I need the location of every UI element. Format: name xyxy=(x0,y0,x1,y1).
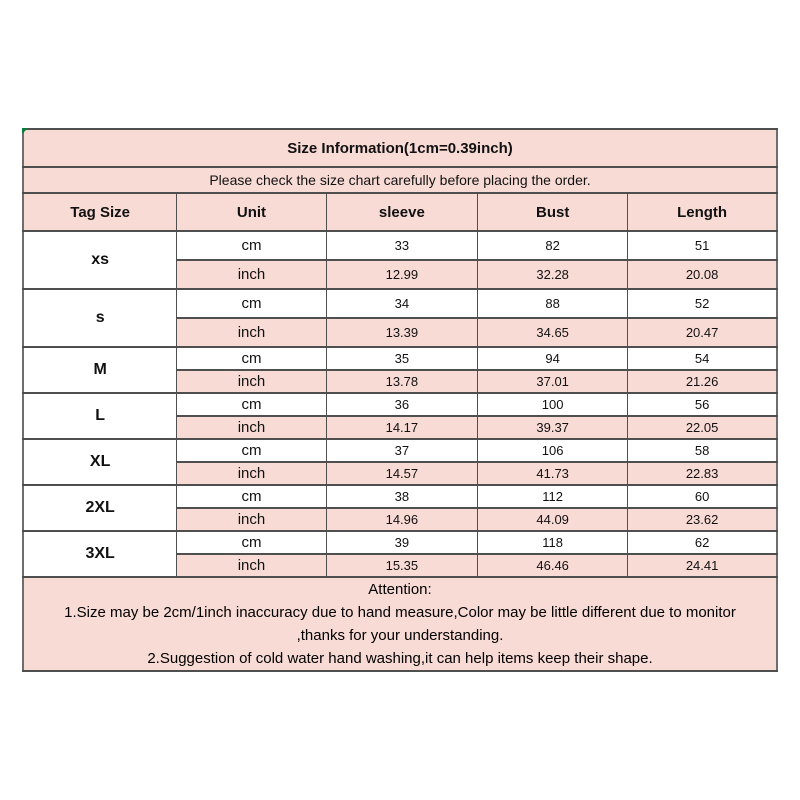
unit-inch-label: inch xyxy=(177,370,326,393)
value-cell: 62 xyxy=(628,531,777,554)
attention-note xyxy=(23,577,777,671)
header-length: Length xyxy=(628,193,777,231)
value-cell: 88 xyxy=(478,289,628,318)
unit-cm-label: cm xyxy=(177,531,326,554)
size-row-xs-cm xyxy=(23,231,777,260)
value-cell: 22.05 xyxy=(628,416,777,439)
value-cell: 106 xyxy=(478,439,628,462)
value-cell: 52 xyxy=(628,289,777,318)
unit-cm-label: cm xyxy=(177,393,326,416)
attention-row xyxy=(23,577,777,671)
header-tag-size: Tag Size xyxy=(23,193,177,231)
size-row-2xl-cm xyxy=(23,485,777,508)
attention-line-3: 2.Suggestion of cold water hand washing,it can help items keep their shape. xyxy=(147,650,653,667)
unit-inch-label: inch xyxy=(177,260,326,289)
unit-cm-label: cm xyxy=(177,485,326,508)
value-cell: 20.08 xyxy=(628,260,777,289)
value-cell: 41.73 xyxy=(478,462,628,485)
value-cell: 13.39 xyxy=(326,318,478,347)
size-row-m-cm xyxy=(23,347,777,370)
size-label-xs: xs xyxy=(23,231,177,289)
attention-line-2: ,thanks for your understanding. xyxy=(296,627,504,644)
unit-inch-label: inch xyxy=(177,462,326,485)
value-cell: 32.28 xyxy=(478,260,628,289)
value-cell: 20.47 xyxy=(628,318,777,347)
subtitle-row xyxy=(23,167,777,193)
value-cell: 36 xyxy=(326,393,478,416)
value-cell: 34.65 xyxy=(478,318,628,347)
value-cell: 54 xyxy=(628,347,777,370)
unit-inch-label: inch xyxy=(177,416,326,439)
sheet-corner-marker xyxy=(22,128,28,134)
unit-cm-label: cm xyxy=(177,231,326,260)
value-cell: 44.09 xyxy=(478,508,628,531)
value-cell: 34 xyxy=(326,289,478,318)
size-label-2xl: 2XL xyxy=(23,485,177,531)
value-cell: 56 xyxy=(628,393,777,416)
header-bust: Bust xyxy=(478,193,628,231)
header-sleeve: sleeve xyxy=(326,193,478,231)
header-unit: Unit xyxy=(177,193,326,231)
value-cell: 21.26 xyxy=(628,370,777,393)
value-cell: 112 xyxy=(478,485,628,508)
value-cell: 46.46 xyxy=(478,554,628,577)
size-chart-sheet xyxy=(22,128,778,672)
table-title: Size Information(1cm=0.39inch) xyxy=(23,129,777,167)
value-cell: 38 xyxy=(326,485,478,508)
value-cell: 60 xyxy=(628,485,777,508)
attention-heading: Attention: xyxy=(368,581,432,598)
size-chart-table xyxy=(22,128,778,672)
value-cell: 39 xyxy=(326,531,478,554)
size-label-xl: XL xyxy=(23,439,177,485)
attention-line-1: 1.Size may be 2cm/1inch inaccuracy due to hand measure,Color may be little different due to monitor xyxy=(64,604,736,621)
size-row-xl-cm xyxy=(23,439,777,462)
size-label-s: s xyxy=(23,289,177,347)
unit-inch-label: inch xyxy=(177,508,326,531)
header-row xyxy=(23,193,777,231)
value-cell: 24.41 xyxy=(628,554,777,577)
value-cell: 58 xyxy=(628,439,777,462)
value-cell: 100 xyxy=(478,393,628,416)
value-cell: 15.35 xyxy=(326,554,478,577)
value-cell: 14.96 xyxy=(326,508,478,531)
value-cell: 51 xyxy=(628,231,777,260)
unit-inch-label: inch xyxy=(177,554,326,577)
size-row-3xl-cm xyxy=(23,531,777,554)
value-cell: 94 xyxy=(478,347,628,370)
value-cell: 39.37 xyxy=(478,416,628,439)
size-row-s-cm xyxy=(23,289,777,318)
value-cell: 118 xyxy=(478,531,628,554)
value-cell: 12.99 xyxy=(326,260,478,289)
title-row xyxy=(23,129,777,167)
table-subtitle: Please check the size chart carefully before placing the order. xyxy=(23,167,777,193)
value-cell: 33 xyxy=(326,231,478,260)
value-cell: 82 xyxy=(478,231,628,260)
size-label-l: L xyxy=(23,393,177,439)
size-label-m: M xyxy=(23,347,177,393)
value-cell: 37 xyxy=(326,439,478,462)
size-label-3xl: 3XL xyxy=(23,531,177,577)
value-cell: 14.17 xyxy=(326,416,478,439)
size-row-l-cm xyxy=(23,393,777,416)
value-cell: 22.83 xyxy=(628,462,777,485)
unit-cm-label: cm xyxy=(177,347,326,370)
unit-cm-label: cm xyxy=(177,439,326,462)
value-cell: 14.57 xyxy=(326,462,478,485)
value-cell: 35 xyxy=(326,347,478,370)
value-cell: 37.01 xyxy=(478,370,628,393)
value-cell: 23.62 xyxy=(628,508,777,531)
unit-cm-label: cm xyxy=(177,289,326,318)
value-cell: 13.78 xyxy=(326,370,478,393)
unit-inch-label: inch xyxy=(177,318,326,347)
